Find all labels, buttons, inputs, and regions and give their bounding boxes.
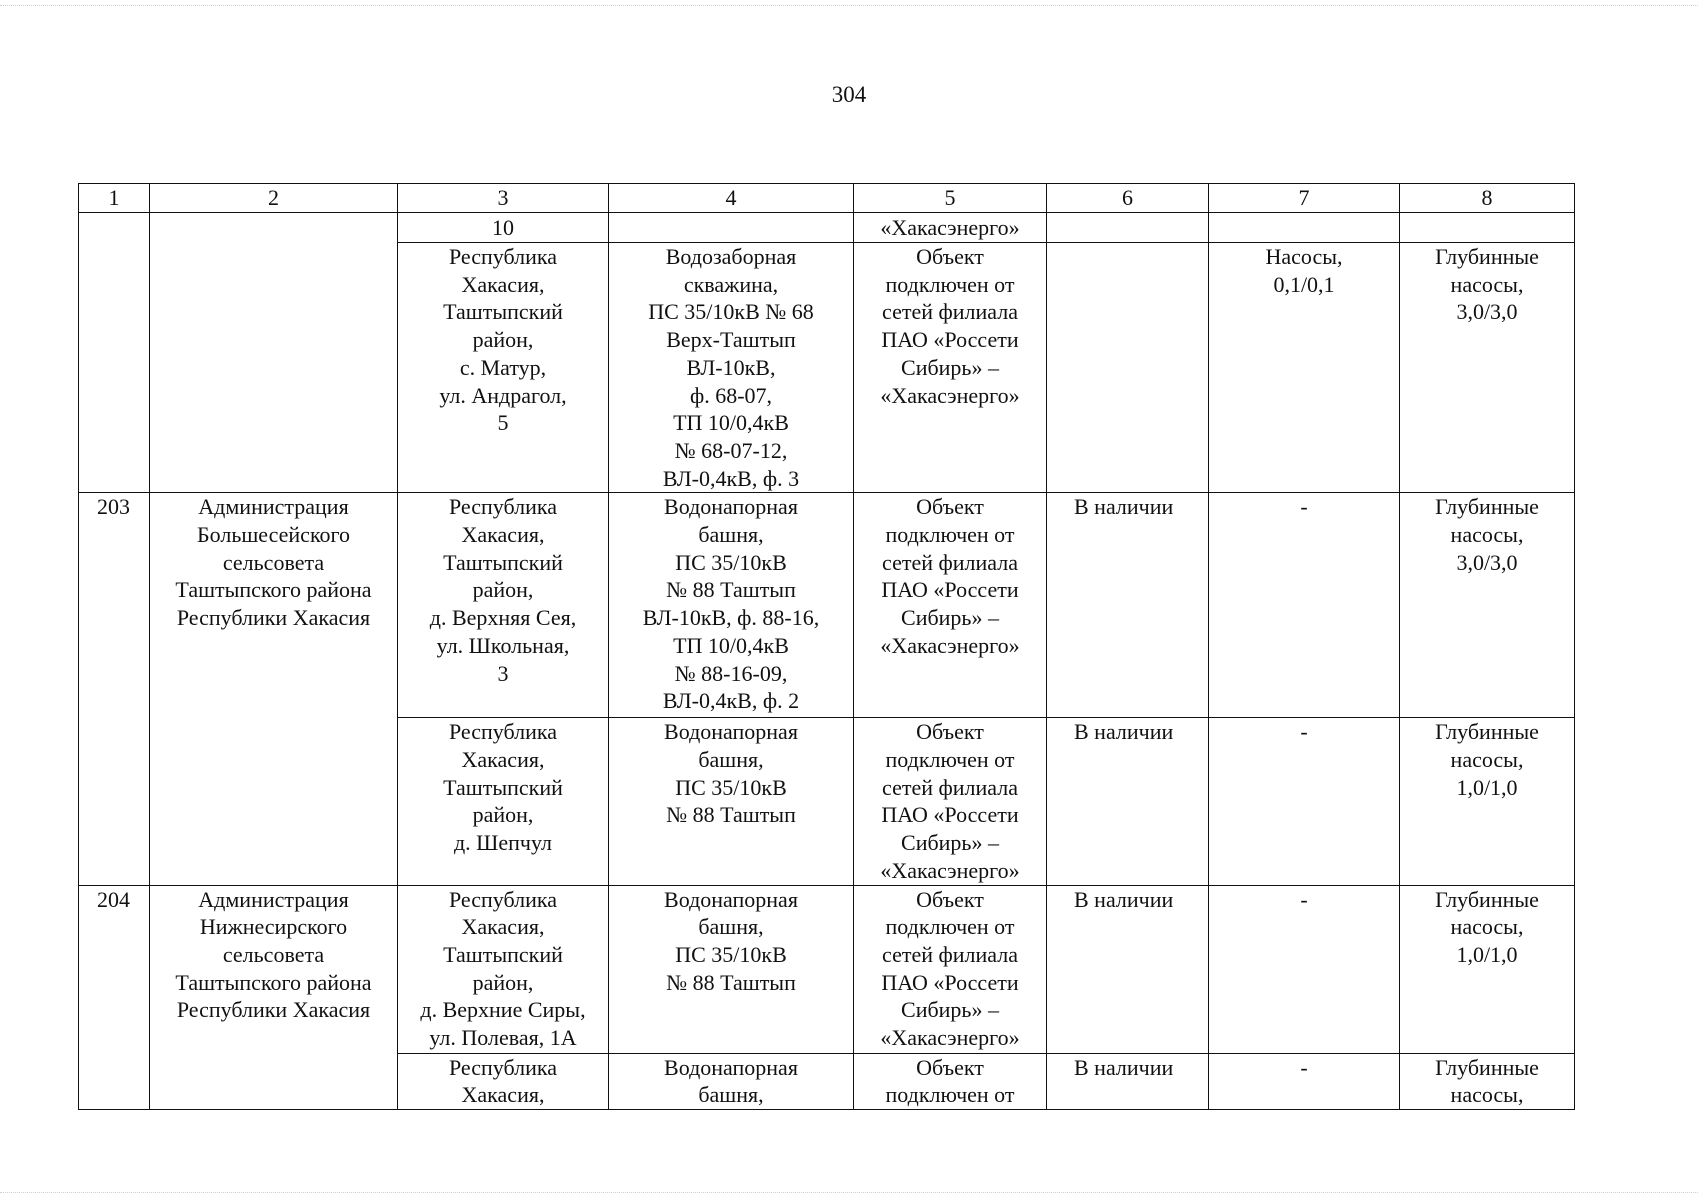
- table-header-row: [79, 184, 1575, 213]
- header-cell: 3: [398, 184, 609, 213]
- availability-cell: В наличии: [1047, 1053, 1209, 1109]
- organization-cell: Администрация Большесейского сельсовета Таштыпского района Республики Хакасия: [150, 493, 398, 885]
- row-number-cell: 204: [79, 885, 150, 1109]
- connection-cell: «Хакасэнерго»: [854, 213, 1047, 243]
- table-row: [79, 885, 1575, 1053]
- address-cell: Республика Хакасия, Таштыпский район, д. Верхние Сиры, ул. Полевая, 1А: [398, 885, 609, 1053]
- row-number-cell: [79, 213, 150, 493]
- address-cell: Республика Хакасия, Таштыпский район, д. Шепчул: [398, 718, 609, 885]
- header-cell: 8: [1400, 184, 1575, 213]
- scan-edge-top: [0, 5, 1698, 7]
- equipment-cell: -: [1209, 1053, 1400, 1109]
- pumps-cell: [1400, 213, 1575, 243]
- availability-cell: В наличии: [1047, 718, 1209, 885]
- header-cell: 6: [1047, 184, 1209, 213]
- object-cell: Водонапорная башня, ПС 35/10кВ № 88 Таштып: [609, 885, 854, 1053]
- pumps-cell: Глубинные насосы, 1,0/1,0: [1400, 718, 1575, 885]
- address-cell: Республика Хакасия, Таштыпский район, д. Верхняя Сея, ул. Школьная, 3: [398, 493, 609, 718]
- address-cell: Республика Хакасия,: [398, 1053, 609, 1109]
- pumps-cell: Глубинные насосы,: [1400, 1053, 1575, 1109]
- pumps-cell: Глубинные насосы, 3,0/3,0: [1400, 243, 1575, 493]
- object-cell: Водозаборная скважина, ПС 35/10кВ № 68 Верх-Таштып ВЛ-10кВ, ф. 68-07, ТП 10/0,4кВ № 68-07-12, ВЛ-0,4кВ, ф. 3: [609, 243, 854, 493]
- connection-cell: Объект подключен от сетей филиала ПАО «Россети Сибирь» – «Хакасэнерго»: [854, 493, 1047, 718]
- equipment-cell: -: [1209, 718, 1400, 885]
- organization-cell: [150, 213, 398, 493]
- equipment-cell: [1209, 213, 1400, 243]
- object-cell: Водонапорная башня, ПС 35/10кВ № 88 Таштып ВЛ-10кВ, ф. 88-16, ТП 10/0,4кВ № 88-16-09, ВЛ-0,4кВ, ф. 2: [609, 493, 854, 718]
- availability-cell: В наличии: [1047, 493, 1209, 718]
- header-cell: 5: [854, 184, 1047, 213]
- availability-cell: [1047, 213, 1209, 243]
- data-table: [78, 183, 1575, 1110]
- scan-edge-bottom: [0, 1192, 1698, 1194]
- table-row: [79, 213, 1575, 243]
- address-cell: 10: [398, 213, 609, 243]
- row-number-cell: 203: [79, 493, 150, 885]
- connection-cell: Объект подключен от: [854, 1053, 1047, 1109]
- availability-cell: [1047, 243, 1209, 493]
- header-cell: 4: [609, 184, 854, 213]
- table-row: [79, 493, 1575, 718]
- address-cell: Республика Хакасия, Таштыпский район, с. Матур, ул. Андрагол, 5: [398, 243, 609, 493]
- availability-cell: В наличии: [1047, 885, 1209, 1053]
- header-cell: 1: [79, 184, 150, 213]
- organization-cell: Администрация Нижнесирского сельсовета Таштыпского района Республики Хакасия: [150, 885, 398, 1109]
- pumps-cell: Глубинные насосы, 3,0/3,0: [1400, 493, 1575, 718]
- header-cell: 7: [1209, 184, 1400, 213]
- object-cell: [609, 213, 854, 243]
- equipment-cell: -: [1209, 885, 1400, 1053]
- header-cell: 2: [150, 184, 398, 213]
- pumps-cell: Глубинные насосы, 1,0/1,0: [1400, 885, 1575, 1053]
- equipment-cell: -: [1209, 493, 1400, 718]
- page-number: 304: [831, 82, 867, 107]
- object-cell: Водонапорная башня,: [609, 1053, 854, 1109]
- equipment-cell: Насосы, 0,1/0,1: [1209, 243, 1400, 493]
- connection-cell: Объект подключен от сетей филиала ПАО «Россети Сибирь» – «Хакасэнерго»: [854, 718, 1047, 885]
- object-cell: Водонапорная башня, ПС 35/10кВ № 88 Таштып: [609, 718, 854, 885]
- connection-cell: Объект подключен от сетей филиала ПАО «Россети Сибирь» – «Хакасэнерго»: [854, 243, 1047, 493]
- connection-cell: Объект подключен от сетей филиала ПАО «Россети Сибирь» – «Хакасэнерго»: [854, 885, 1047, 1053]
